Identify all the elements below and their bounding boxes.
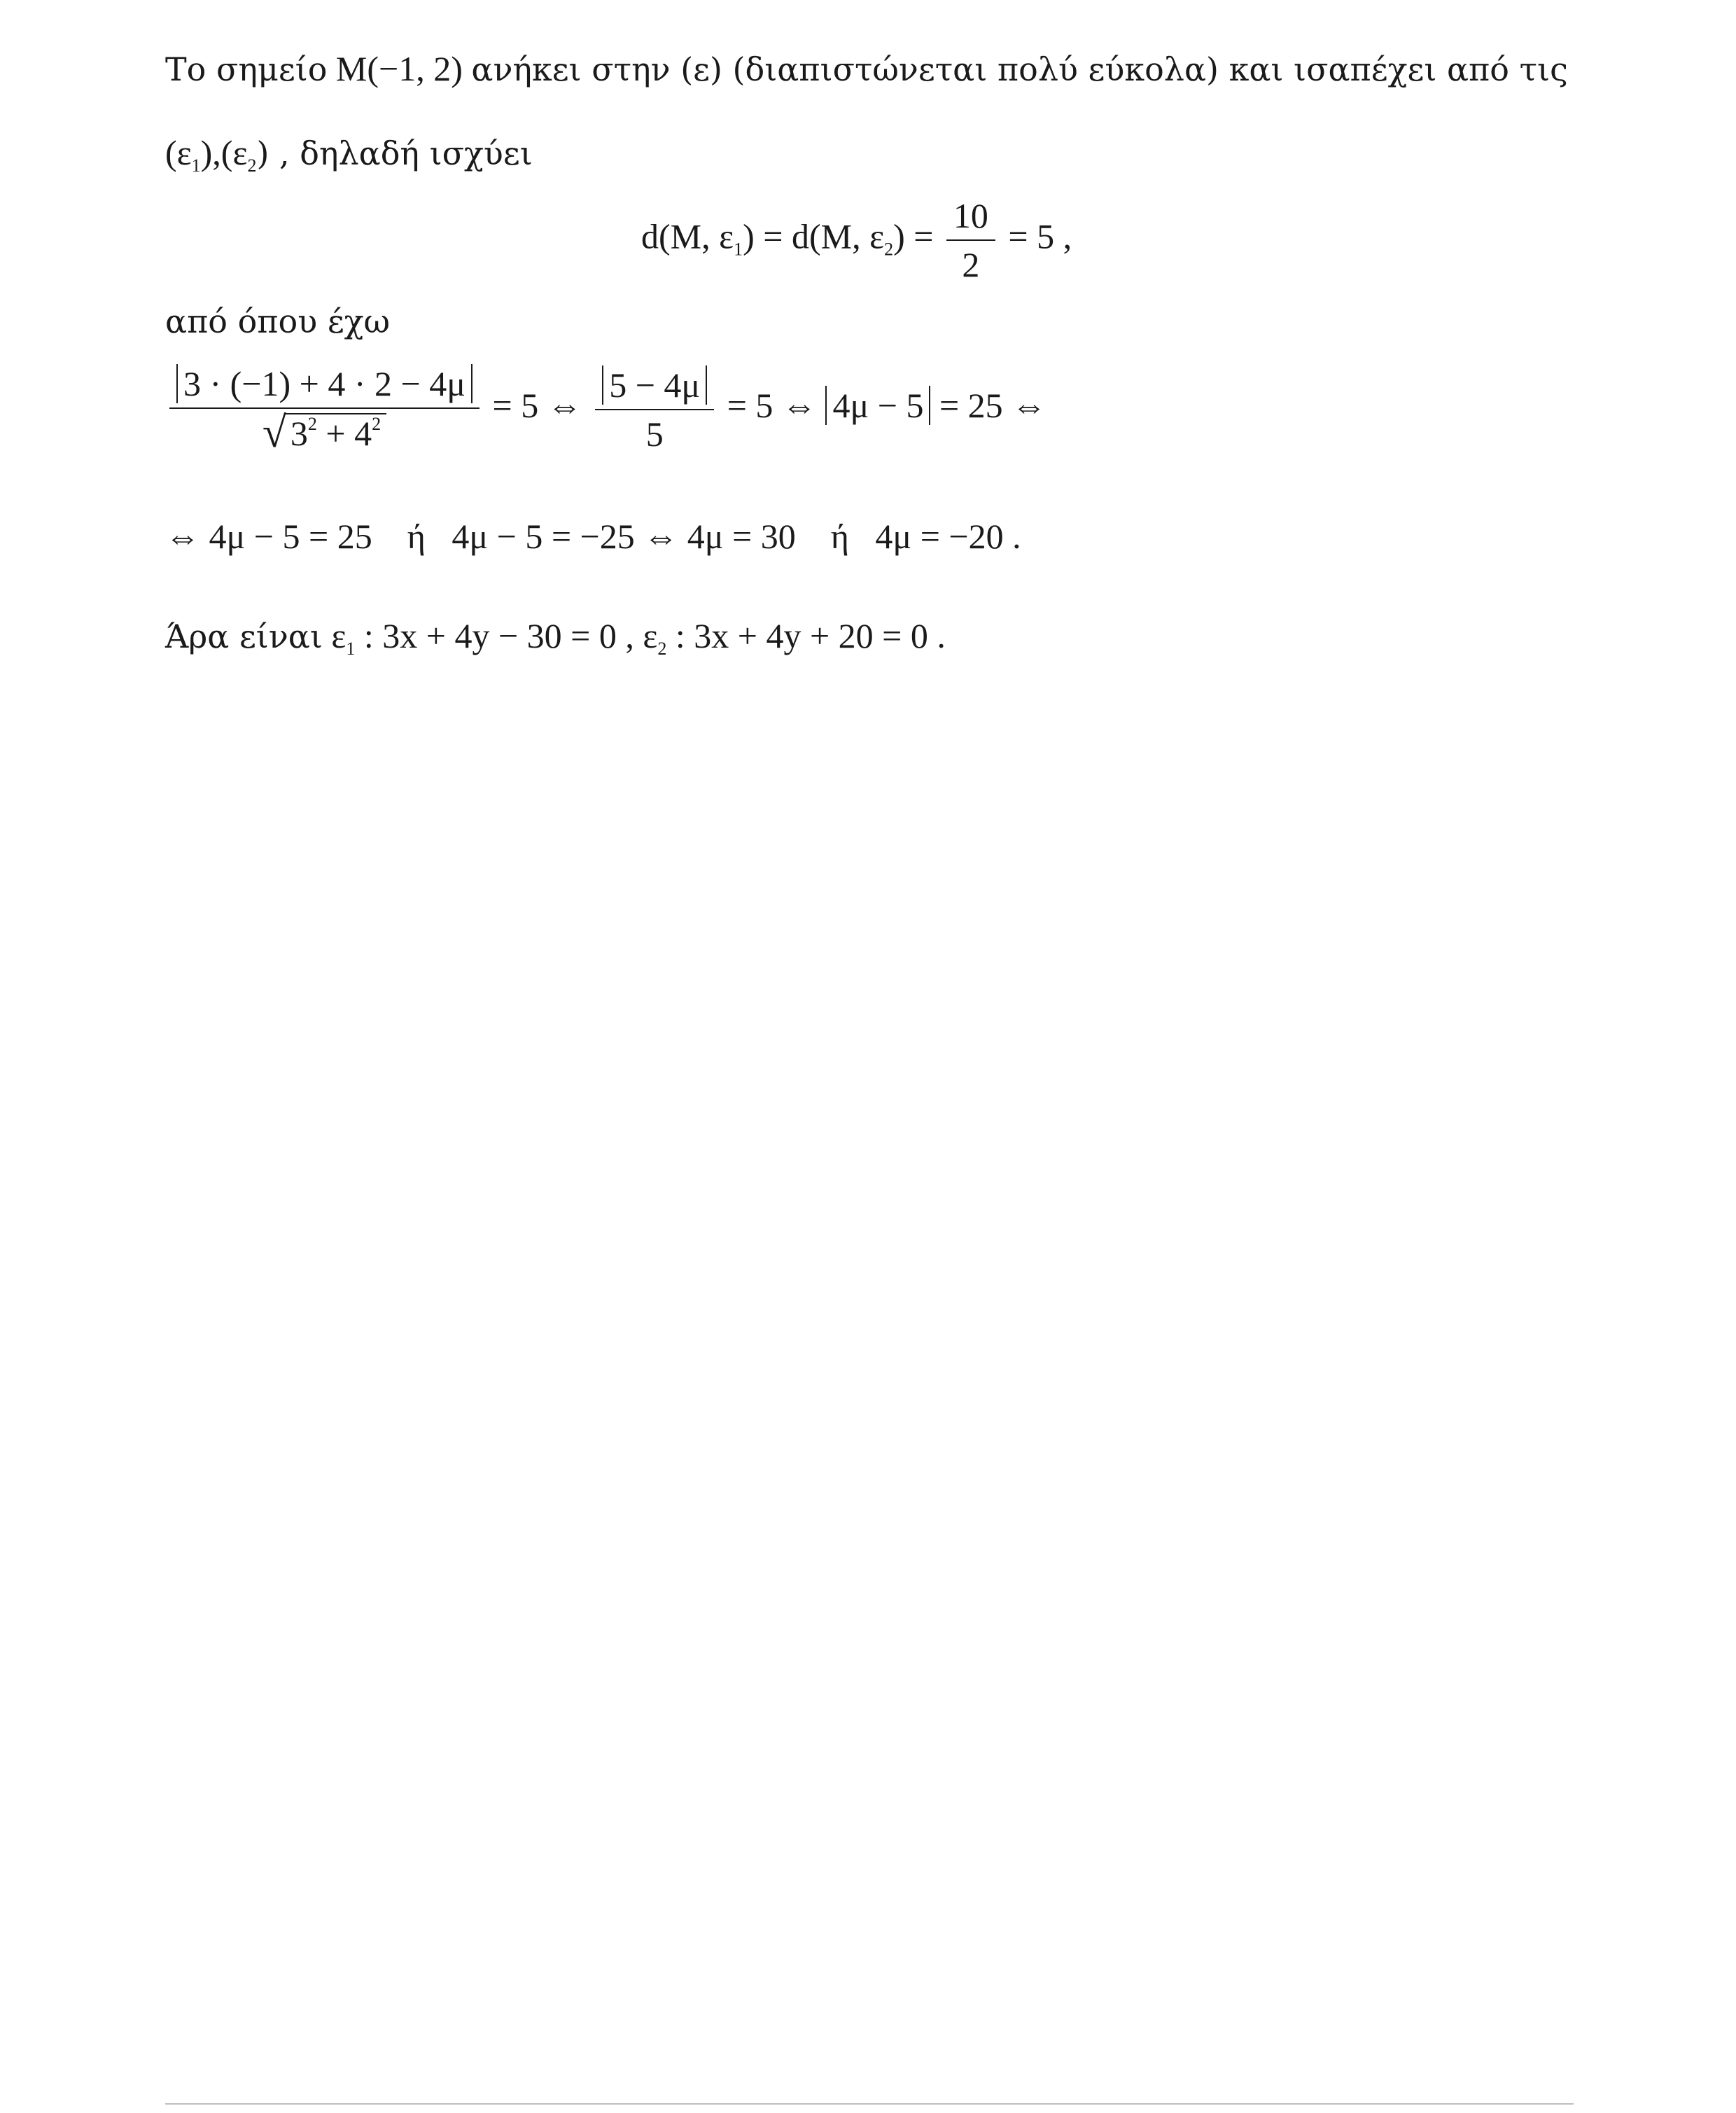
denominator bbox=[255, 409, 393, 454]
fraction-2 bbox=[595, 365, 714, 454]
math-text: ) = d(Μ, ε bbox=[743, 216, 885, 256]
superscript: 2 bbox=[372, 414, 382, 434]
paragraph-3 bbox=[165, 300, 390, 342]
numerator bbox=[595, 365, 714, 409]
absolute-value: 3 · (−1) + 4 · 2 − 4μ bbox=[176, 364, 472, 403]
text: ανήκει στην (ε) (διαπιστώνεται πολύ εύκολα) και ισαπέχει από τις bbox=[471, 50, 1568, 88]
footer-rule bbox=[165, 2103, 1574, 2105]
math-text: 3 bbox=[290, 414, 308, 453]
superscript: 2 bbox=[307, 414, 317, 434]
equation-absolute bbox=[165, 364, 1046, 454]
absolute-value: 4μ − 5 bbox=[825, 386, 930, 425]
text: Το σημείο bbox=[165, 50, 328, 88]
math-text: = 5 ⇔ bbox=[492, 385, 582, 425]
numerator: 10 bbox=[953, 196, 988, 235]
fraction bbox=[946, 196, 995, 284]
numerator bbox=[169, 364, 479, 407]
text: από όπου έχω bbox=[165, 302, 391, 340]
equation-solutions bbox=[165, 515, 1021, 557]
paragraph-1 bbox=[165, 48, 1568, 90]
fraction-1 bbox=[169, 364, 479, 454]
math-text: = 5 , bbox=[1008, 216, 1072, 256]
denominator: 5 bbox=[645, 414, 664, 454]
math-text: = 25 ⇔ bbox=[939, 385, 1047, 425]
text: Άρα είναι bbox=[165, 618, 323, 655]
radical-sign: √ bbox=[262, 409, 286, 456]
radicand bbox=[285, 413, 386, 452]
math-text: : 3x + 4y + 20 = 0 . bbox=[666, 616, 946, 655]
subscript: 1 bbox=[346, 639, 356, 659]
math-text: ε bbox=[643, 616, 658, 655]
equation-distance bbox=[641, 196, 1072, 284]
subscript: 1 bbox=[191, 155, 201, 176]
text: ) , δηλαδή ισχύει bbox=[256, 134, 533, 172]
math-text: ⇔ 4μ − 5 = 25 ή 4μ − 5 = −25 ⇔ 4μ = 30 ή 4μ = −20 . bbox=[165, 517, 1021, 556]
math-text: + 4 bbox=[316, 414, 372, 453]
math-text: d(Μ, ε bbox=[641, 216, 734, 256]
absolute-value: 5 − 4μ bbox=[602, 365, 707, 405]
point-m: Μ(−1, 2) bbox=[335, 49, 463, 88]
paragraph-4 bbox=[165, 615, 946, 657]
subscript: 2 bbox=[884, 239, 894, 260]
denominator: 2 bbox=[962, 245, 980, 284]
math-text: ),(ε bbox=[200, 133, 248, 172]
math-text: (ε bbox=[165, 133, 192, 172]
math-text: ) = bbox=[893, 216, 934, 256]
paragraph-2 bbox=[165, 132, 533, 174]
subscript: 1 bbox=[734, 239, 743, 260]
subscript: 2 bbox=[247, 155, 257, 176]
math-text: : 3x + 4y − 30 = 0 , bbox=[355, 616, 643, 655]
math-text: = 5 ⇔ bbox=[727, 385, 817, 425]
math-text: ε bbox=[331, 616, 346, 655]
subscript: 2 bbox=[657, 639, 667, 659]
square-root bbox=[262, 409, 386, 456]
